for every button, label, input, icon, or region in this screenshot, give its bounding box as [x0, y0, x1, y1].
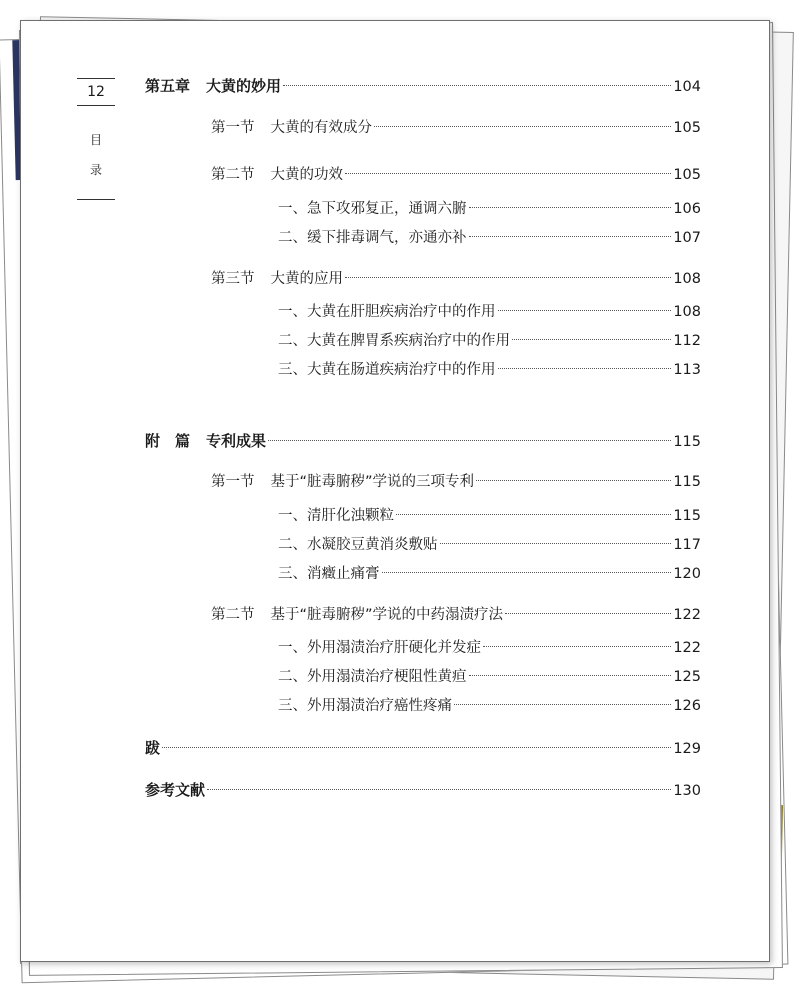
- toc-page: [20, 20, 770, 962]
- toc-entry: [145, 737, 701, 759]
- toc-entry: [278, 666, 701, 688]
- dot-leader: [469, 675, 672, 676]
- toc-entry-page: 117: [673, 537, 701, 553]
- toc-entry-label: 附 篇: [145, 432, 191, 450]
- toc-entry-title: 参考文献: [145, 781, 206, 799]
- toc-entry-page: 125: [673, 669, 701, 685]
- section-label-char: 目: [89, 133, 102, 147]
- dot-leader: [440, 543, 672, 544]
- dot-leader: [382, 572, 672, 573]
- dot-leader: [498, 310, 672, 311]
- toc-entry-title: 二、缓下排毒调气，亦通亦补: [278, 230, 467, 246]
- toc-entry-page: 129: [673, 741, 701, 757]
- toc-entry: [278, 198, 701, 220]
- toc-entry: [211, 164, 701, 186]
- toc-entry-title: 基于“脏毒腑秽”学说的中药溻渍疗法: [270, 607, 504, 623]
- toc-entry-page: 112: [673, 333, 701, 349]
- dot-leader: [162, 747, 671, 748]
- toc-entry: [278, 534, 701, 556]
- dot-leader: [454, 704, 671, 705]
- toc-entry-page: 106: [673, 201, 701, 217]
- dot-leader: [483, 646, 671, 647]
- toc-entry-page: 115: [673, 508, 701, 524]
- toc-entry-page: 113: [673, 362, 701, 378]
- dot-leader: [345, 173, 671, 174]
- toc-entry-title: 一、外用溻渍治疗肝硬化并发症: [278, 640, 481, 656]
- toc-entry-title: 专利成果: [206, 432, 267, 450]
- toc-entry-title: 大黄的应用: [270, 271, 343, 287]
- side-divider: [77, 199, 115, 200]
- toc-entry: [211, 117, 701, 139]
- dot-leader: [374, 126, 671, 127]
- toc-entry-title: 一、急下攻邪复正，通调六腑: [278, 201, 467, 217]
- toc-entry-page: 120: [673, 566, 701, 582]
- section-label-char: 录: [89, 163, 102, 177]
- toc-entry-title: 基于“脏毒腑秽”学说的三项专利: [270, 474, 475, 490]
- toc-entry-title: 二、外用溻渍治疗梗阻性黄疸: [278, 669, 467, 685]
- toc-entry-page: 115: [673, 474, 701, 490]
- toc-entry: [211, 268, 701, 290]
- toc-entry-title: 一、大黄在肝胆疾病治疗中的作用: [278, 304, 496, 320]
- toc-entry: [278, 637, 701, 659]
- toc-entry: [278, 359, 701, 381]
- toc-entry-title: 大黄的有效成分: [270, 120, 372, 136]
- toc-entry-title: 二、水凝胶豆黄消炎敷贴: [278, 537, 438, 553]
- page-number: 12: [77, 78, 115, 106]
- toc-entry-label: 第一节: [211, 474, 255, 490]
- toc-entry: [278, 505, 701, 527]
- toc-entry-label: 第五章: [145, 77, 191, 95]
- toc-entry: [278, 330, 701, 352]
- toc-entry: [278, 563, 701, 585]
- dot-leader: [207, 789, 671, 790]
- toc-entry: [145, 75, 701, 97]
- toc-entry-page: 122: [673, 607, 701, 623]
- dot-leader: [469, 207, 672, 208]
- toc-entry-page: 105: [673, 167, 701, 183]
- toc-entry-page: 126: [673, 698, 701, 714]
- dot-leader: [345, 277, 671, 278]
- dot-leader: [505, 613, 671, 614]
- toc-entry-title: 三、消癥止痛膏: [278, 566, 380, 582]
- toc-entry-title: 跋: [145, 739, 161, 757]
- toc-entry: [278, 227, 701, 249]
- toc-entry-title: 一、清肝化浊颗粒: [278, 508, 394, 524]
- toc-entry-title: 大黄的妙用: [206, 77, 282, 95]
- dot-leader: [512, 339, 671, 340]
- dot-leader: [396, 514, 671, 515]
- toc-entry-page: 122: [673, 640, 701, 656]
- dot-leader: [268, 440, 671, 441]
- toc-entry-label: 第二节: [211, 607, 255, 623]
- toc-entry: [211, 471, 701, 493]
- toc-entry-title: 三、大黄在肠道疾病治疗中的作用: [278, 362, 496, 378]
- toc-entry-page: 108: [673, 304, 701, 320]
- toc-entry-title: 三、外用溻渍治疗癌性疼痛: [278, 698, 452, 714]
- toc-entry-label: 第一节: [211, 120, 255, 136]
- dot-leader: [476, 480, 671, 481]
- toc-entry-page: 107: [673, 230, 701, 246]
- dot-leader: [498, 368, 672, 369]
- dot-leader: [283, 85, 671, 86]
- dot-leader: [469, 236, 672, 237]
- toc-entry: [145, 430, 701, 452]
- toc-entry: [145, 779, 701, 801]
- toc-entry-page: 130: [673, 783, 701, 799]
- toc-entry-page: 108: [673, 271, 701, 287]
- toc-entry: [211, 604, 701, 626]
- toc-entry: [278, 695, 701, 717]
- toc-entry-title: 二、大黄在脾胃系疾病治疗中的作用: [278, 333, 510, 349]
- toc-entry-page: 115: [673, 434, 701, 450]
- toc-entry-page: 104: [673, 79, 701, 95]
- toc-entry-label: 第三节: [211, 271, 255, 287]
- toc-entry-title: 大黄的功效: [270, 167, 343, 183]
- toc-entry: [278, 301, 701, 323]
- toc-entry-page: 105: [673, 120, 701, 136]
- toc-entry-label: 第二节: [211, 167, 255, 183]
